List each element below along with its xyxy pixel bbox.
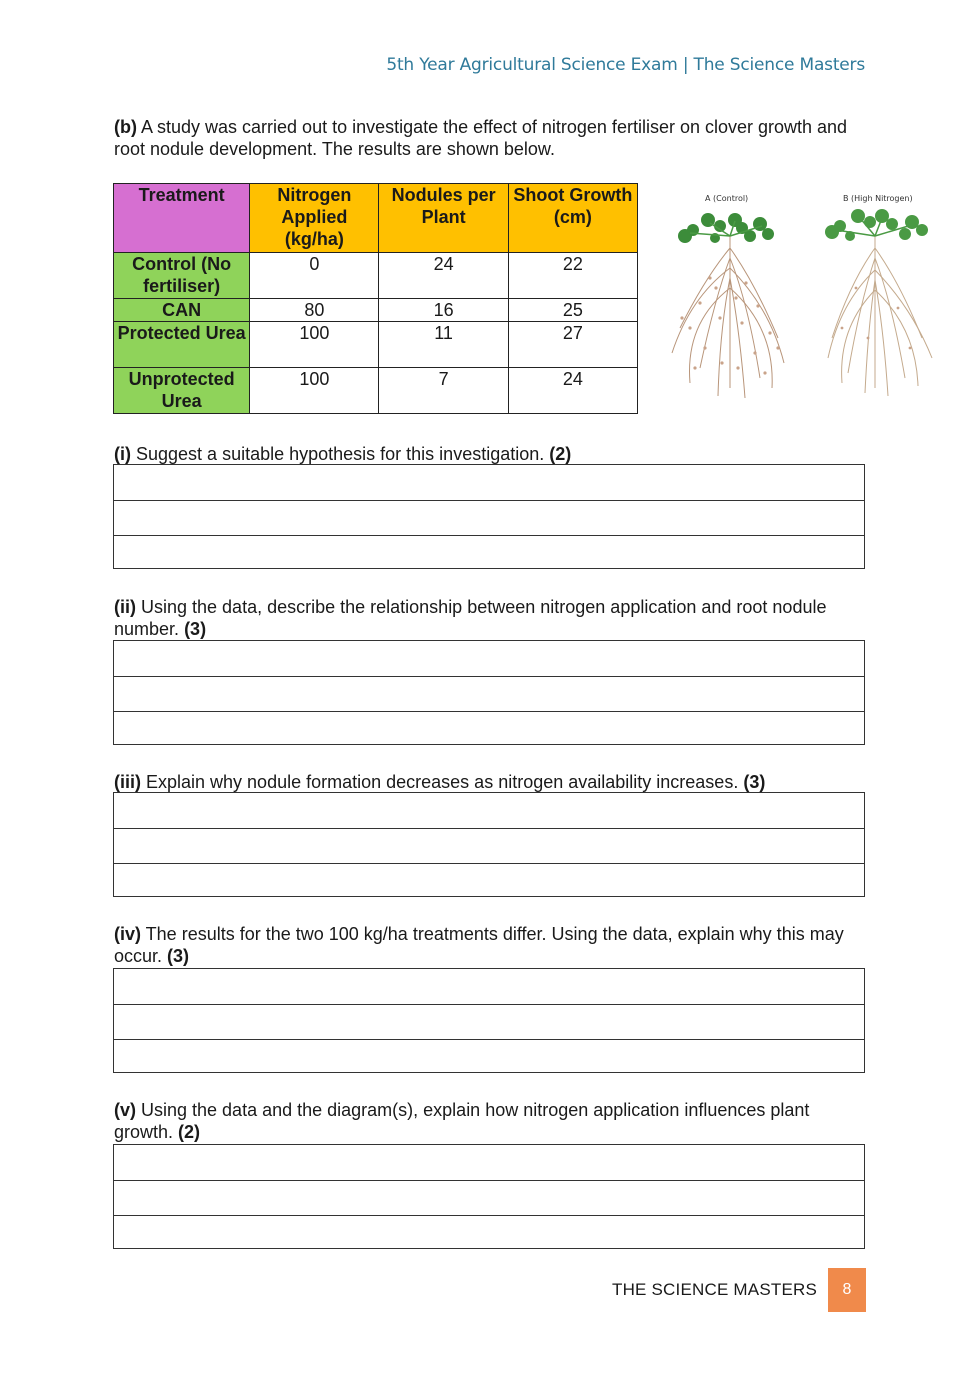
shoot-cell: 27 xyxy=(508,322,637,368)
shoot-cell: 22 xyxy=(508,253,637,299)
nitrogen-cell: 0 xyxy=(250,253,379,299)
question-marks: (3) xyxy=(167,946,190,966)
treatment-cell: Unprotected Urea xyxy=(114,368,250,414)
answer-line xyxy=(114,1004,864,1005)
nodules-cell: 16 xyxy=(379,299,508,322)
question-text: Using the data and the diagram(s), explain how nitrogen application influences plant growth. xyxy=(114,1100,810,1142)
answer-box-v[interactable] xyxy=(113,1144,865,1249)
answer-line xyxy=(114,500,864,501)
answer-line xyxy=(114,863,864,864)
table-row xyxy=(114,253,638,299)
question-label: (i) xyxy=(114,444,131,464)
answer-box-iv[interactable] xyxy=(113,968,865,1073)
control-plant-image xyxy=(672,213,784,398)
nitrogen-cell: 100 xyxy=(250,322,379,368)
header-nodules: Nodules per Plant xyxy=(379,184,508,253)
nodules-cell: 7 xyxy=(379,368,508,414)
answer-line xyxy=(114,1180,864,1181)
answer-line xyxy=(114,1215,864,1216)
question-v xyxy=(114,1099,854,1143)
footer-brand: THE SCIENCE MASTERS xyxy=(612,1280,817,1299)
nitrogen-cell: 100 xyxy=(250,368,379,414)
table-header-row xyxy=(114,184,638,253)
answer-line xyxy=(114,828,864,829)
question-marks: (2) xyxy=(178,1122,201,1142)
question-marks: (3) xyxy=(184,619,207,639)
question-label: (ii) xyxy=(114,597,136,617)
nitrogen-cell: 80 xyxy=(250,299,379,322)
shoot-cell: 24 xyxy=(508,368,637,414)
page-number-badge: 8 xyxy=(828,1268,866,1312)
treatment-cell: Protected Urea xyxy=(114,322,250,368)
answer-line xyxy=(114,676,864,677)
answer-line xyxy=(114,535,864,536)
question-label: (iii) xyxy=(114,772,141,792)
question-iii xyxy=(114,771,874,793)
answer-line xyxy=(114,711,864,712)
question-text: Using the data, describe the relationship between nitrogen application and root nodule number. xyxy=(114,597,827,639)
intro-text: A study was carried out to investigate the effect of nitrogen fertiliser on clover growth and root nodule development. The results are shown below. xyxy=(114,117,848,159)
question-label: (v) xyxy=(114,1100,136,1120)
header-nitrogen: Nitrogen Applied (kg/ha) xyxy=(250,184,379,253)
question-marks: (3) xyxy=(743,772,766,792)
question-text: Suggest a suitable hypothesis for this investigation. xyxy=(131,444,545,464)
nodules-cell: 11 xyxy=(379,322,508,368)
clover-root-diagram xyxy=(660,188,945,408)
header-shoot: Shoot Growth (cm) xyxy=(508,184,637,253)
treatment-cell: Control (No fertiliser) xyxy=(114,253,250,299)
question-text: The results for the two 100 kg/ha treatments differ. Using the data, explain why this may occur. xyxy=(114,924,844,966)
high-nitrogen-plant-image xyxy=(825,209,932,396)
answer-box-ii[interactable] xyxy=(113,640,865,745)
question-label: (iv) xyxy=(114,924,141,944)
question-iv xyxy=(114,923,854,967)
answer-box-i[interactable] xyxy=(113,464,865,569)
header-treatment: Treatment xyxy=(114,184,250,253)
nodules-cell: 24 xyxy=(379,253,508,299)
question-text: Explain why nodule formation decreases as nitrogen availability increases. xyxy=(141,772,739,792)
shoot-cell: 25 xyxy=(508,299,637,322)
intro-label: (b) xyxy=(114,117,137,137)
table-row xyxy=(114,368,638,414)
answer-box-iii[interactable] xyxy=(113,792,865,897)
label-control: A (Control) xyxy=(705,194,749,203)
table-row xyxy=(114,322,638,368)
treatment-cell: CAN xyxy=(114,299,250,322)
answer-line xyxy=(114,1039,864,1040)
intro-paragraph xyxy=(114,116,854,160)
label-high-nitrogen: B (High Nitrogen) xyxy=(843,194,913,203)
question-ii xyxy=(114,596,854,640)
results-table xyxy=(113,183,638,414)
question-marks: (2) xyxy=(549,444,572,464)
table-row xyxy=(114,299,638,322)
page-header: 5th Year Agricultural Science Exam | The Science Masters xyxy=(386,55,865,75)
question-i xyxy=(114,443,854,465)
